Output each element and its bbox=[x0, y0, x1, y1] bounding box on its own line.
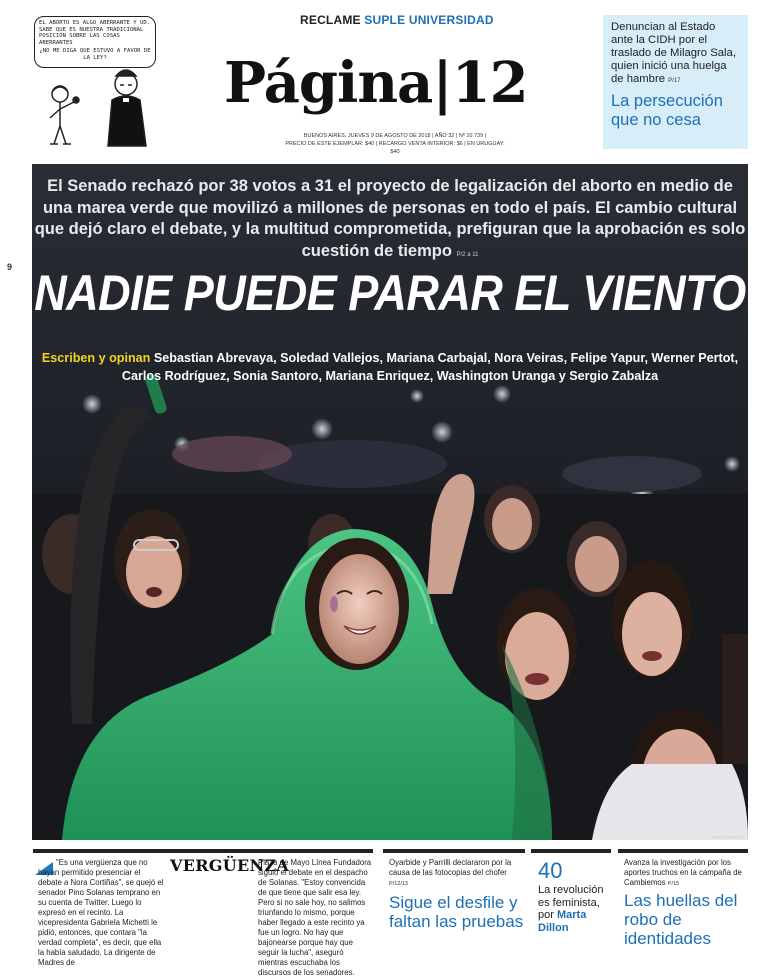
reclame-label: RECLAME bbox=[300, 13, 361, 27]
desfile-body: Oyarbide y Parrilli declararon por la causa de las fotocopias del chofer bbox=[389, 858, 512, 877]
lede bbox=[32, 176, 748, 266]
desfile-page-ref: P/12/13 bbox=[389, 881, 408, 887]
feminista-by: por bbox=[538, 909, 554, 921]
cambiemos-body: Avanza la investigación por los aportes truchos en la campaña de Cambiemos bbox=[624, 858, 742, 887]
teaser-milagro-sala[interactable] bbox=[603, 15, 748, 149]
desfile-text bbox=[389, 858, 525, 889]
column-rule-3 bbox=[531, 849, 611, 853]
cambiemos-text bbox=[624, 858, 748, 889]
authors-lead: Escriben y opinan bbox=[41, 351, 151, 365]
reclame-highlight: SUPLE UNIVERSIDAD bbox=[364, 13, 494, 27]
cartoon-illustration bbox=[30, 14, 162, 154]
cartoon-caption-line2: ¿NO ME DIGA QUE ESTUVO A FAVOR DE LA LEY? bbox=[39, 48, 151, 61]
dateline bbox=[282, 132, 508, 156]
cambiemos-page-ref: P/15 bbox=[667, 881, 680, 887]
cartoon-caption-line1: EL ABORTO ES ALGO ABERRANTE Y UD. SABE QUE ES NUESTRA TRADICIONAL POSICIÓN SOBRE LAS COSAS ABERRANTES bbox=[39, 20, 151, 46]
cover-story[interactable] bbox=[32, 164, 748, 840]
teaser-body: Denuncian al Estado ante la CIDH por el traslado de Milagro Sala, quien inició una huelga de hambre bbox=[611, 21, 736, 85]
article-desfile[interactable] bbox=[389, 858, 525, 931]
dateline-line1: BUENOS AIRES, JUEVES 9 DE AGOSTO DE 2018 | AÑO 32 | Nº 10.739 | bbox=[303, 133, 487, 139]
masthead-logo[interactable] bbox=[224, 50, 554, 120]
feminista-author: Marta Dillon bbox=[538, 909, 587, 934]
photo-credit: Joaquín Salguero bbox=[710, 834, 742, 839]
dateline-line2: PRECIO DE ESTE EJEMPLAR: $40 | RECARGO VENTA INTERIOR: $6 | EN URUGUAY: $40 bbox=[285, 141, 505, 155]
side-marker: 9 bbox=[7, 262, 13, 272]
article-cambiemos[interactable] bbox=[624, 858, 748, 948]
cambiemos-headline: Las huellas del robo de identidades bbox=[624, 891, 738, 948]
lede-page-ref: P/2 a 11 bbox=[456, 251, 479, 258]
verguenza-col1: "Es una vergüenza que no hayan permitido presenciar el debate a Nora Cortiñas", se quejó el senador Pino Solanas temprano en su cuenta de Twitter. Luego lo expresó en el recinto. La vicepresidenta Gabriela Michetti le pidió, entonces, que contara "la verdad completa", es decir, que ella la había saludado. La dirigente de Madres de bbox=[38, 858, 164, 967]
column-rule-4 bbox=[618, 849, 748, 853]
column-rule-1 bbox=[33, 849, 373, 853]
teaser-page-ref: P/17 bbox=[668, 78, 681, 84]
reclame-supplement[interactable] bbox=[300, 13, 494, 27]
teaser-headline: La persecución que no cesa bbox=[611, 92, 723, 129]
main-headline: NADIE PUEDE PARAR EL VIENTO bbox=[34, 264, 746, 322]
lede-text: El Senado rechazó por 38 votos a 31 el proyecto de legalización del aborto en medio de una marea verde que movilizó a millones de personas en todo el país. El cambio cultural que dejó claro el debate, y la multitud comprometida, prefiguran que la aprobación es solo cuestión de tiempo bbox=[34, 177, 746, 260]
logo-text: Página|12 bbox=[224, 50, 528, 116]
authors-list: Sebastian Abrevaya, Soledad Vallejos, Mariana Carbajal, Nora Veiras, Felipe Yapur, Werner Pertot, Carlos Rodríguez, Sonia Santoro, Mariana Enriquez, Washington Uranga y Sergio Zabalza bbox=[121, 351, 739, 383]
verguenza-title[interactable]: VERGÜENZA bbox=[170, 856, 290, 875]
feminista-byline bbox=[538, 909, 614, 934]
authors bbox=[32, 350, 748, 385]
feminista-number: 40 bbox=[538, 858, 563, 883]
article-feminista[interactable] bbox=[538, 884, 614, 934]
feminista-text: La revolución es feminista, bbox=[538, 884, 604, 909]
desfile-headline: Sigue el desfile y faltan las pruebas bbox=[389, 893, 524, 931]
column-rule-2 bbox=[383, 849, 525, 853]
verguenza-col2: Plaza de Mayo Línea Fundadora siguió el debate en el despacho de Solanas. "Estoy convencida de que tiene que salir esa ley. Pero si no sale hoy, no salimos triunfando lo mismo, porque haber llegado a este recinto ya fue un logro. No hay que bajonearse porque hay que seguir la lucha", aseguró mientras escuchaba los discursos de los senadores. bbox=[258, 858, 372, 977]
teaser-text bbox=[611, 21, 740, 88]
